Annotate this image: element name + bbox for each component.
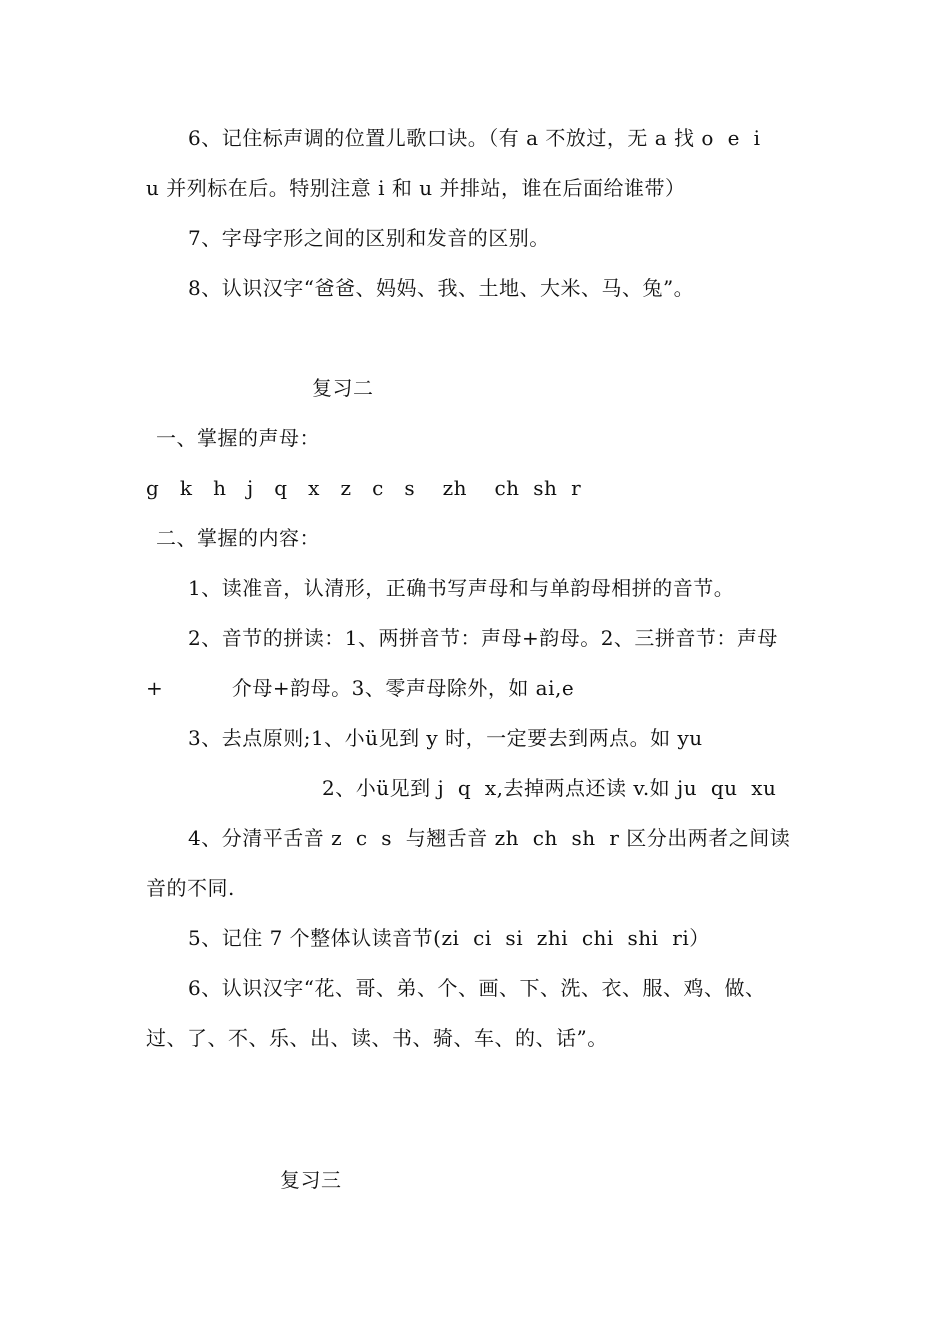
section-heading: 复习二 — [312, 376, 374, 400]
consonant-list: g k h j q x z c s zh ch sh r — [146, 476, 582, 500]
list-item: 5、记住 7 个整体认读音节(zi ci si zhi chi shi ri） — [188, 926, 710, 950]
subheading: 二、掌握的内容： — [156, 526, 320, 550]
list-item: 1、读准音，认清形，正确书写声母和与单韵母相拼的音节。 — [188, 576, 735, 600]
list-item: 7、字母字形之间的区别和发音的区别。 — [188, 226, 550, 250]
list-item: + 介母+韵母。3、零声母除外，如 ai,e — [146, 676, 575, 700]
list-item: 音的不同. — [146, 876, 235, 900]
list-item: 3、去点原则;1、小ü见到 y 时，一定要去到两点。如 yu — [188, 726, 703, 750]
list-item: 6、认识汉字“花、哥、弟、个、画、下、洗、衣、服、鸡、做、 — [188, 976, 766, 1000]
list-item: 2、音节的拼读：1、两拼音节：声母+韵母。2、三拼音节：声母 — [188, 626, 778, 650]
list-item: 8、认识汉字“爸爸、妈妈、我、土地、大米、马、兔”。 — [188, 276, 695, 300]
list-item: 4、分清平舌音 z c s 与翘舌音 zh ch sh r 区分出两者之间读 — [188, 826, 791, 850]
section-heading: 复习三 — [280, 1168, 342, 1192]
list-item: 6、记住标声调的位置儿歌口诀。（有 a 不放过，无 a 找 o e i — [188, 126, 761, 150]
list-item: u 并列标在后。特别注意 i 和 u 并排站，谁在后面给谁带） — [146, 176, 686, 200]
list-item: 过、了、不、乐、出、读、书、骑、车、的、话”。 — [146, 1026, 608, 1050]
subheading: 一、掌握的声母： — [156, 426, 320, 450]
list-item: 2、小ü见到 j q x,去掉两点还读 v.如 ju qu xu — [322, 776, 777, 800]
